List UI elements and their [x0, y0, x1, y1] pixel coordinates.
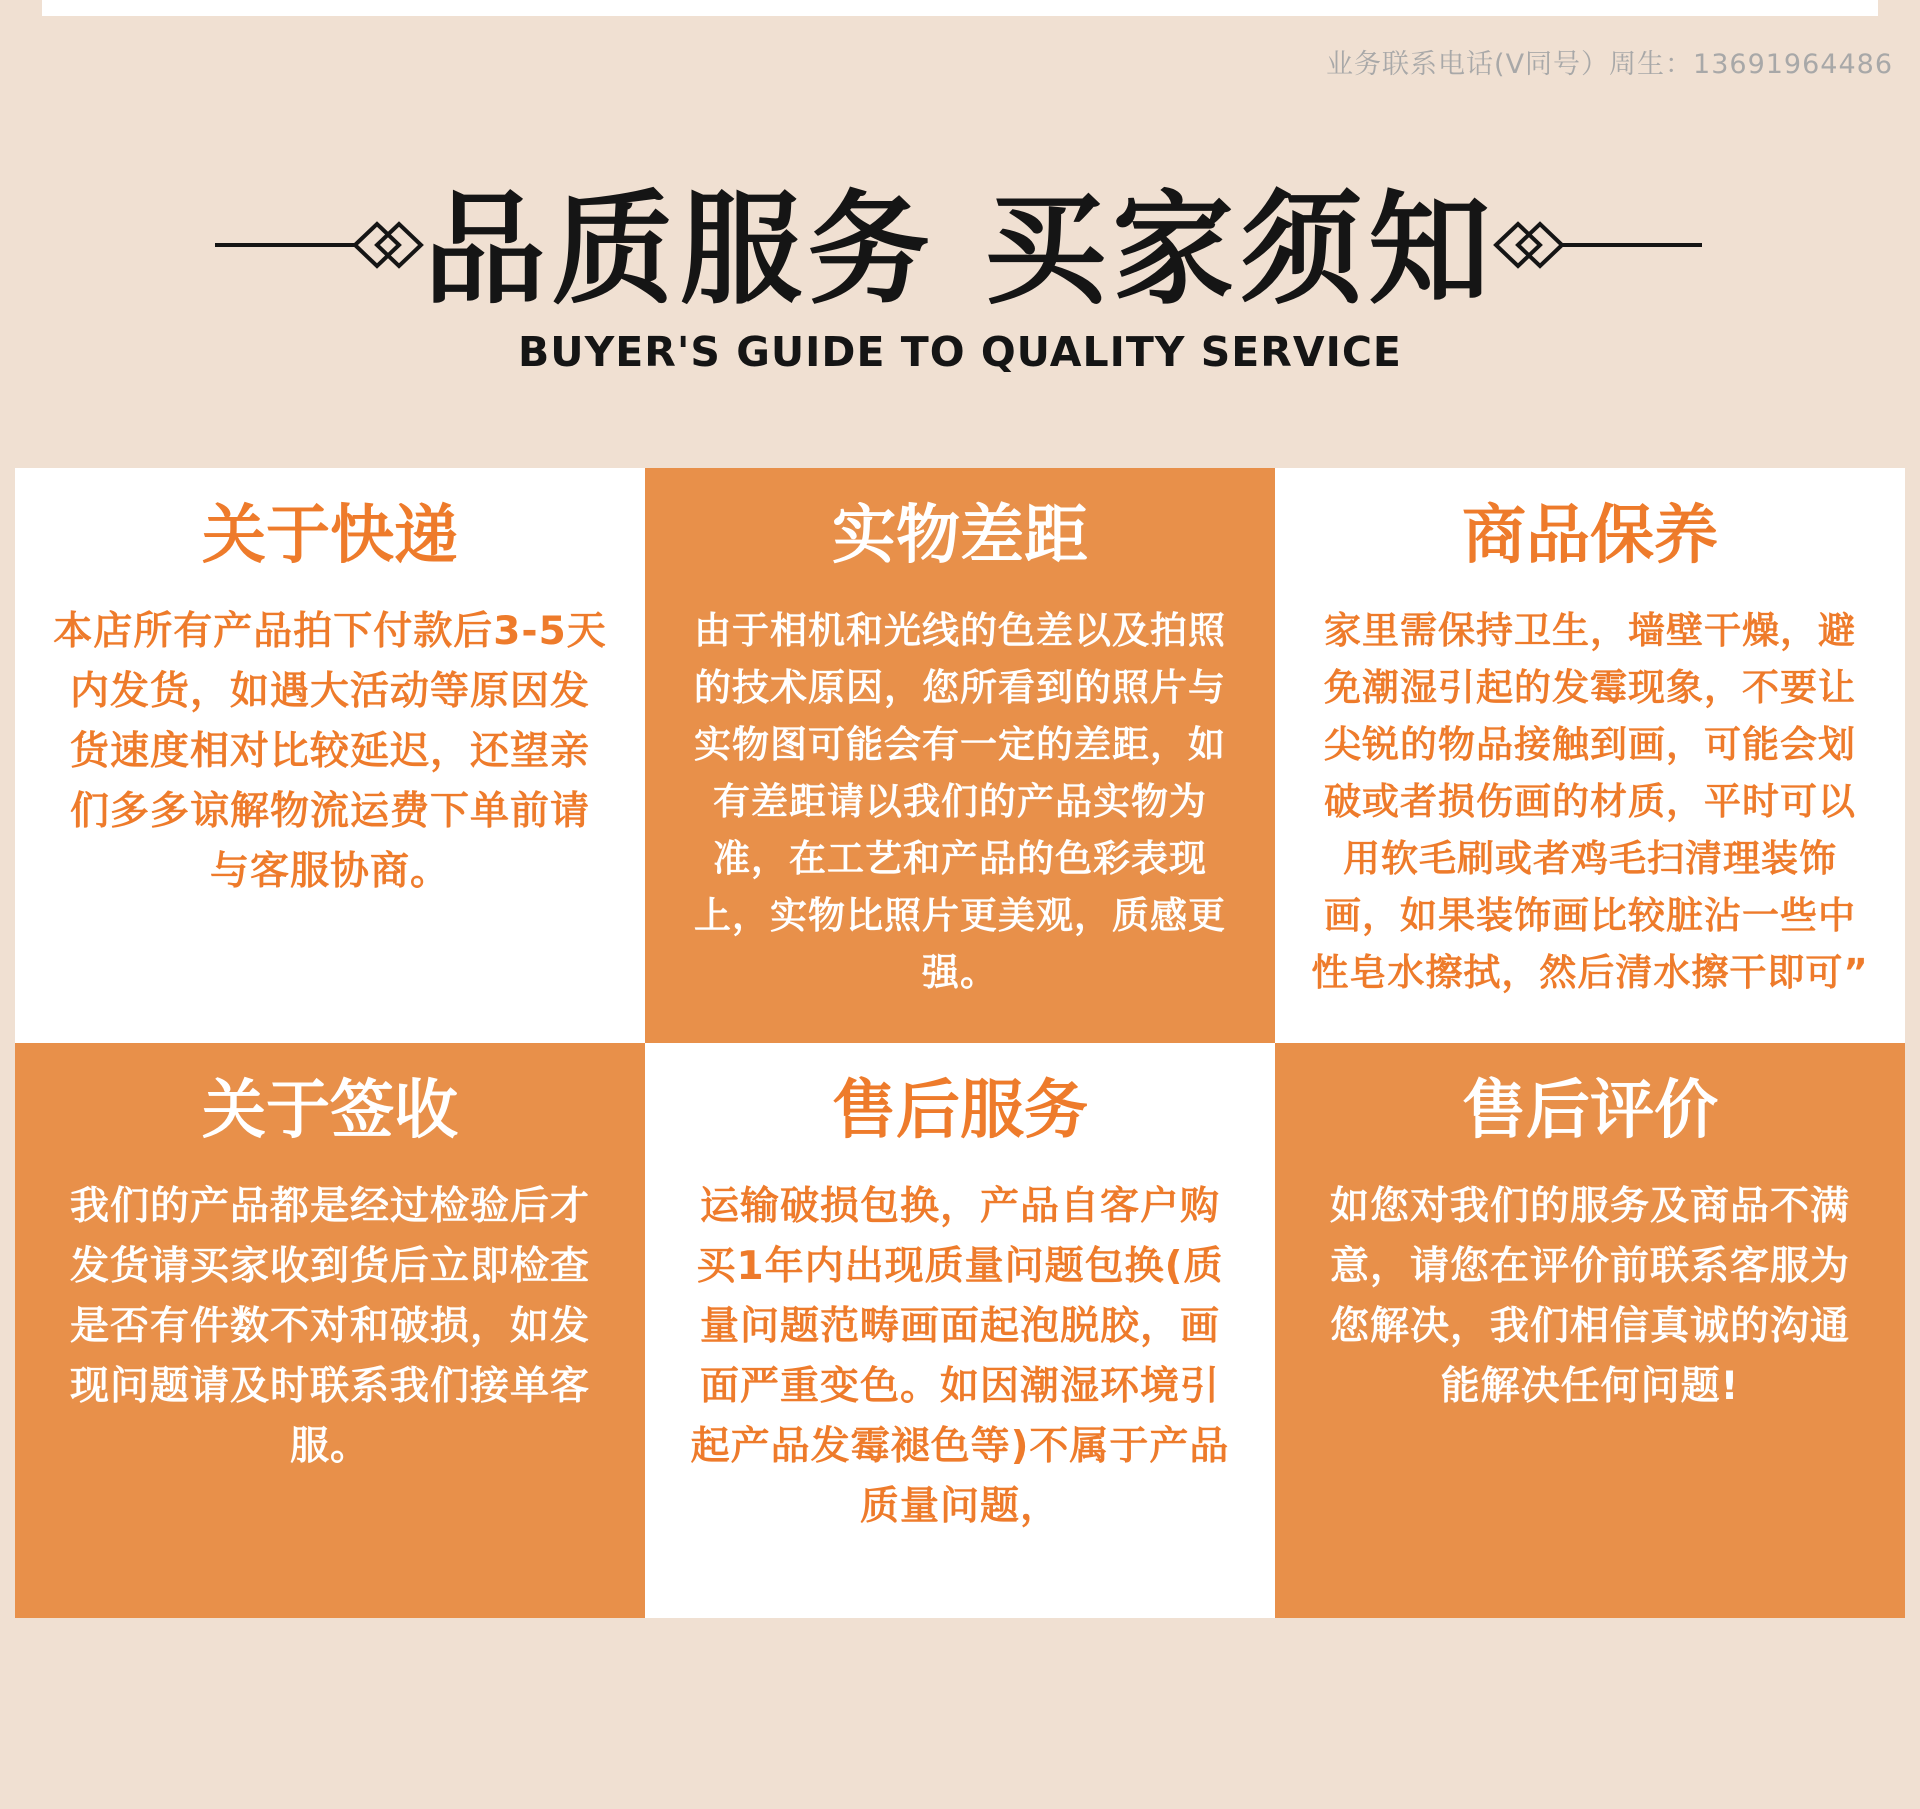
card-body: 家里需保持卫生，墙壁干燥，避免潮湿引起的发霉现象，不要让尖锐的物品接触到画，可能会划破或者损伤画的材质，平时可以用软毛刷或者鸡毛扫清理装饰画，如果装饰画比较脏沾一些中性皂水擦拭，然后清水擦干即可”	[1311, 609, 1869, 994]
card-product-difference	[645, 468, 1275, 1043]
card-maintenance	[1275, 468, 1905, 1043]
page-title: 品质服务 买家须知	[423, 179, 1497, 321]
card-title: 关于快递	[202, 499, 458, 573]
card-receiving	[15, 1043, 645, 1618]
card-title: 售后评价	[1462, 1074, 1718, 1148]
card-body: 本店所有产品拍下付款后3-5天内发货，如遇大活动等原因发货速度相对比较延迟，还望亲们多多谅解物流运费下单前请与客服协商。	[53, 609, 607, 894]
card-title: 售后服务	[832, 1074, 1088, 1148]
card-title: 关于签收	[202, 1074, 458, 1148]
card-shipping	[15, 468, 645, 1043]
page-subtitle: BUYER'S GUIDE TO QUALITY SERVICE	[518, 328, 1402, 376]
section-header	[0, 170, 1920, 320]
top-white-strip	[42, 0, 1878, 16]
right-diamond-ornament	[1422, 220, 1702, 270]
card-body: 我们的产品都是经过检验后才发货请买家收到货后立即检查是否有件数不对和破损，如发现问题请及时联系我们接单客服。	[69, 1184, 590, 1469]
info-grid	[15, 468, 1905, 1618]
card-title: 商品保养	[1462, 499, 1718, 573]
card-body: 如您对我们的服务及商品不满意，请您在评价前联系客服为您解决，我们相信真诚的沟通能解决任何问题!	[1329, 1184, 1850, 1409]
card-body: 运输破损包换，产品自客户购买1年内出现质量问题包换(质量问题范畴画面起泡脱胶，画面严重变色。如因潮湿环境引起产品发霉褪色等)不属于产品质量问题，	[690, 1184, 1230, 1529]
contact-phone: 业务联系电话(V同号）周生：13691964486	[1326, 49, 1893, 80]
card-after-sales-service	[645, 1043, 1275, 1618]
card-after-sales-review	[1275, 1043, 1905, 1618]
card-title: 实物差距	[832, 499, 1088, 573]
card-body: 由于相机和光线的色差以及拍照的技术原因，您所看到的照片与实物图可能会有一定的差距，如有差距请以我们的产品实物为准，在工艺和产品的色彩表现上，实物比照片更美观，质感更强。	[694, 609, 1226, 994]
